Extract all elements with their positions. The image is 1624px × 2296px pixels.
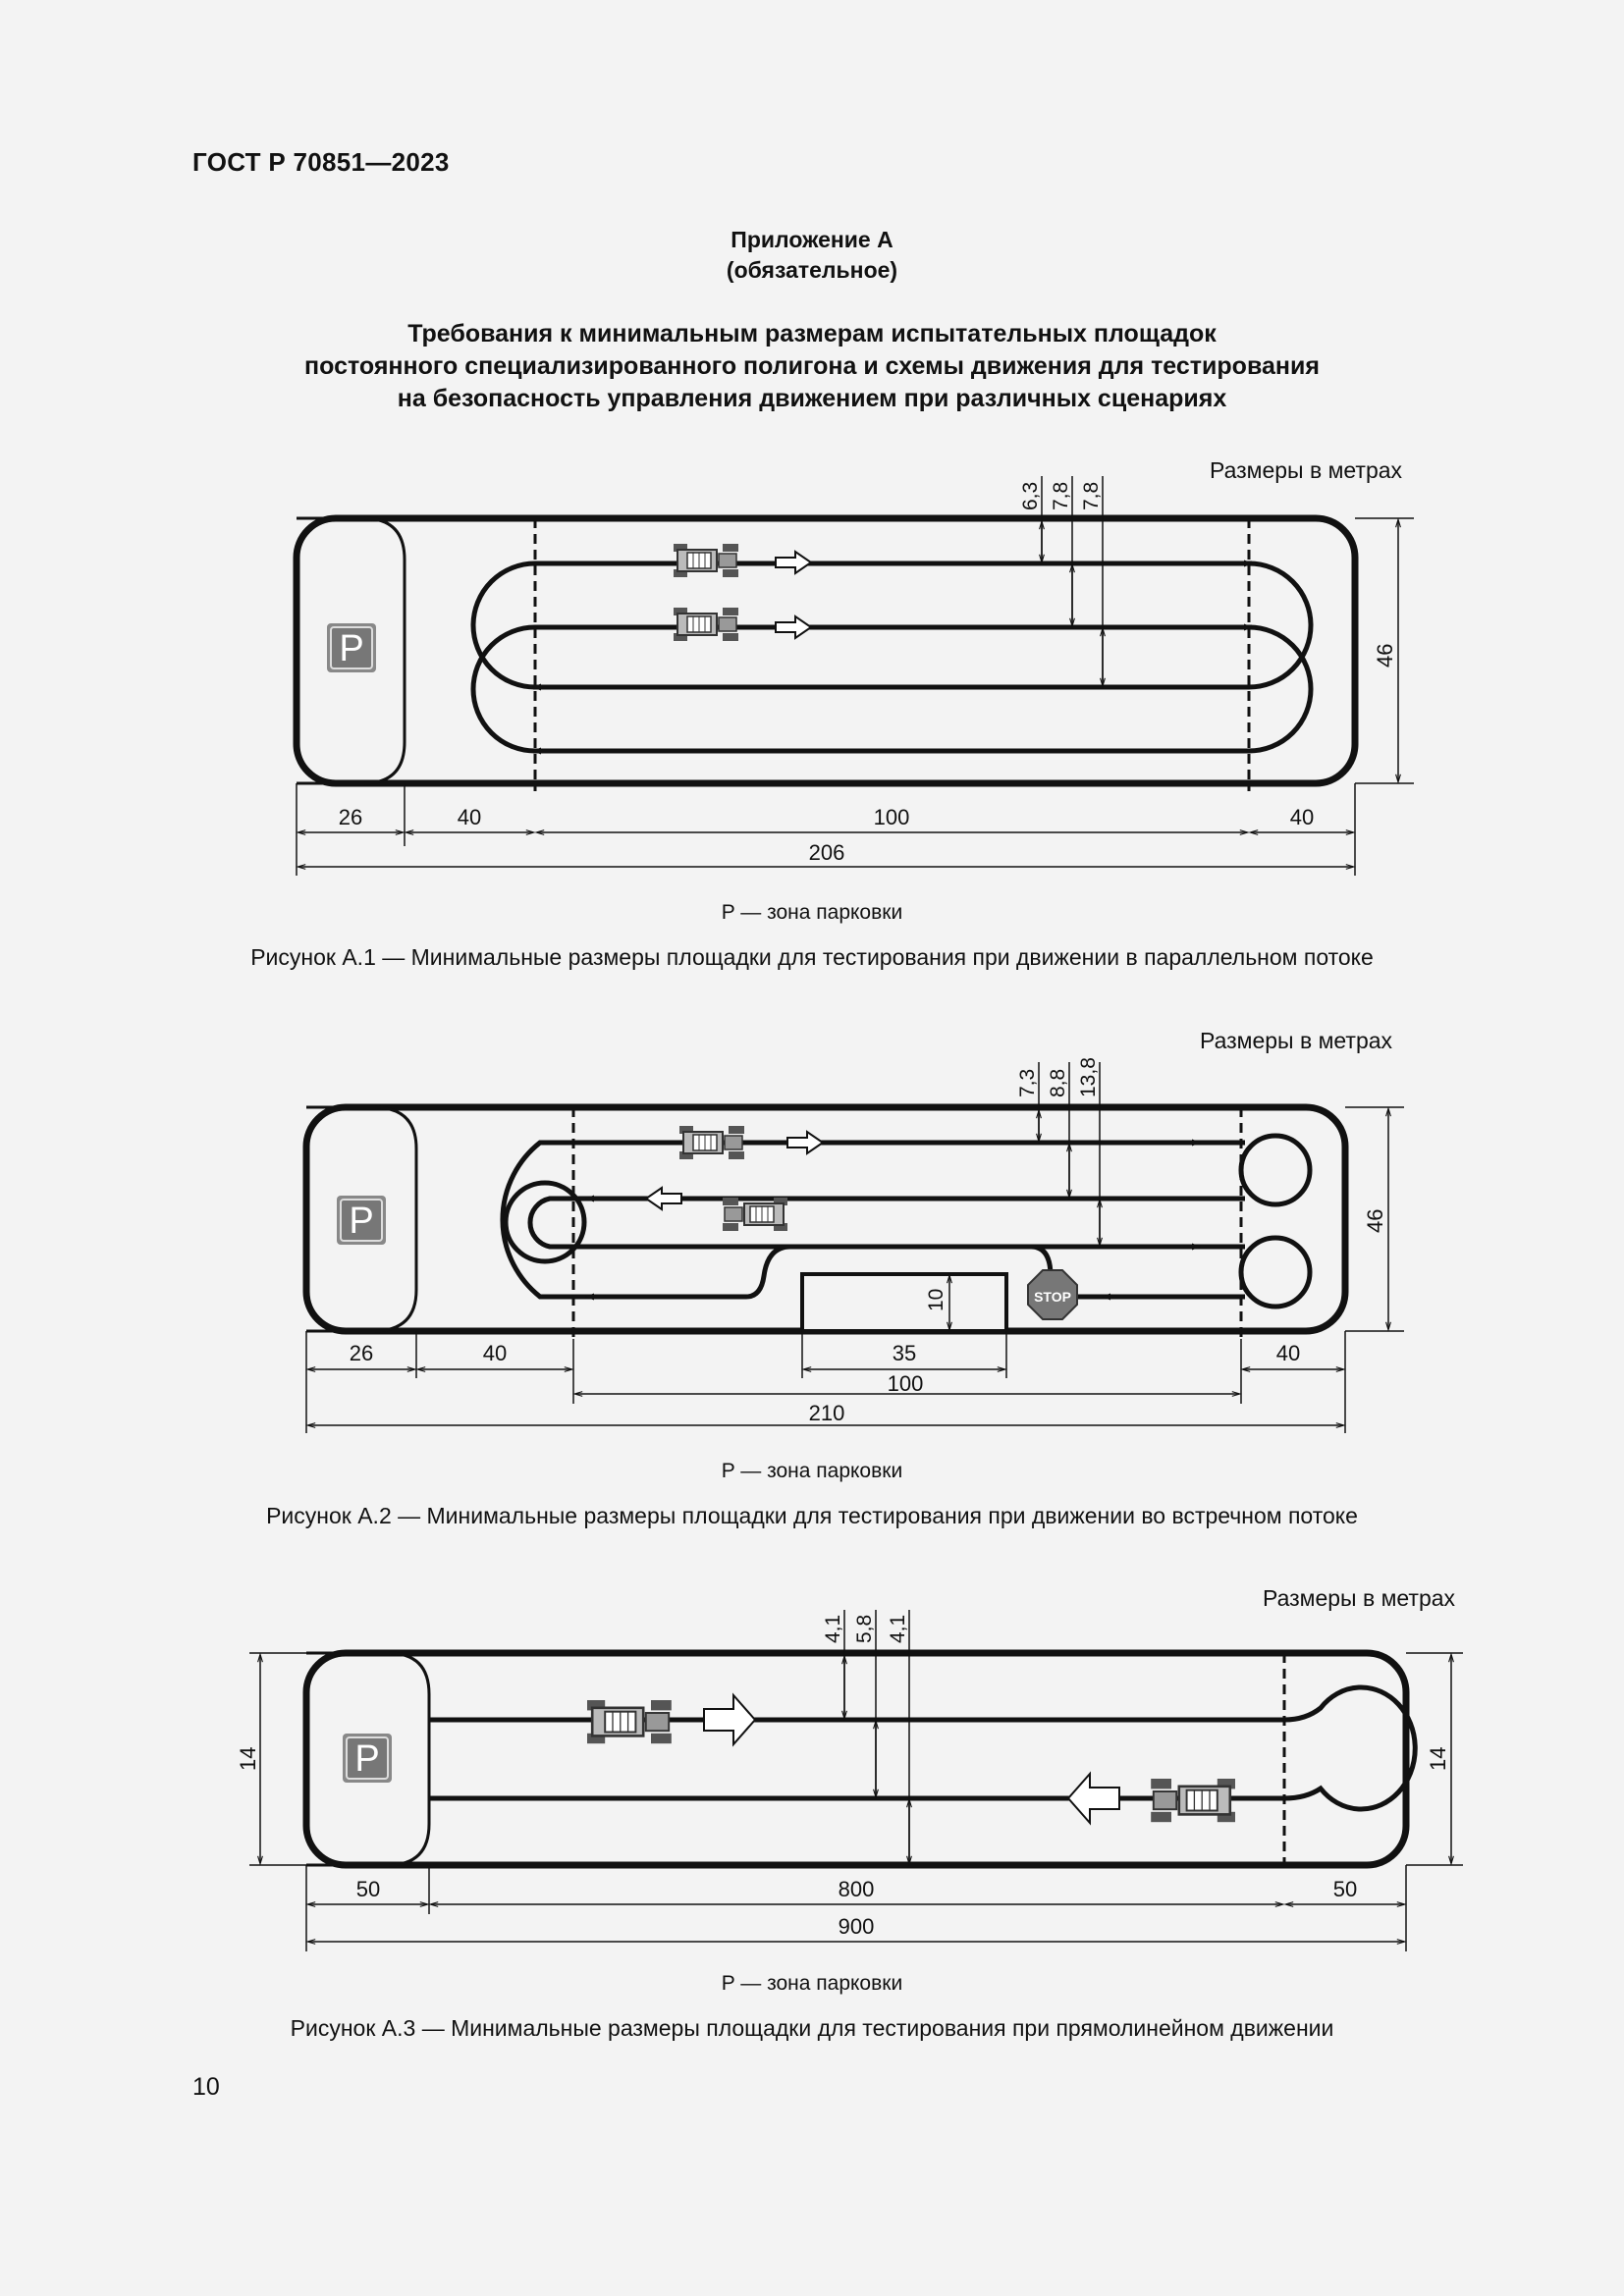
fig3-parking-letter: P [354, 1738, 380, 1780]
fig2-dim-turn-left: 40 [482, 1341, 508, 1365]
fig3-offset-1: 4,1 [822, 1614, 844, 1643]
appendix-status: (обязательное) [726, 257, 898, 283]
fig1-offset-1: 6,3 [1019, 481, 1042, 510]
fig1-height: 46 [1373, 643, 1397, 667]
fig3-dim-turn-right: 50 [1332, 1877, 1358, 1901]
fig3-dim-parking: 50 [355, 1877, 381, 1901]
fig3-offset-2: 5,8 [853, 1614, 876, 1643]
fig1-dim-parking: 26 [338, 805, 363, 829]
fig1-legend: P — зона парковки [721, 901, 903, 924]
fig2-dim-turn-right: 40 [1275, 1341, 1301, 1365]
fig1-parking-letter: P [339, 628, 364, 669]
section-title-line-1: Требования к минимальным размерам испытательных площадок [407, 320, 1217, 347]
page-number: 10 [192, 2073, 220, 2101]
fig1-dim-straight: 100 [873, 805, 910, 829]
fig2-car-1-direction [787, 1132, 823, 1153]
fig2-caption: Рисунок А.2 — Минимальные размеры площадки для тестирования при движении во встречном потоке [266, 1503, 1358, 1528]
fig1-car-2 [674, 608, 738, 641]
fig1-offset-3: 7,8 [1080, 481, 1103, 510]
section-title-line-2: постоянного специализированного полигона и схемы движения для тестирования [304, 352, 1320, 380]
figure-a2 [306, 1057, 1404, 1433]
units-label-fig1: Размеры в метрах [1210, 457, 1403, 483]
document-code: ГОСТ Р 70851—2023 [192, 147, 450, 177]
fig3-height-left: 14 [236, 1746, 260, 1771]
fig3-dim-straight: 800 [838, 1877, 875, 1901]
fig3-height-right: 14 [1426, 1746, 1450, 1771]
fig2-offset-2: 8,8 [1047, 1068, 1069, 1097]
fig1-caption: Рисунок А.1 — Минимальные размеры площадки для тестирования при движении в параллельном потоке [250, 944, 1374, 970]
fig2-dim-parking: 26 [349, 1341, 374, 1365]
fig1-dim-turn-right: 40 [1289, 805, 1315, 829]
fig2-dim-total: 210 [808, 1401, 845, 1425]
fig3-car-2-direction [1068, 1774, 1119, 1823]
units-label-fig2: Размеры в метрах [1200, 1028, 1393, 1053]
fig3-car-2 [1151, 1779, 1235, 1822]
fig3-dim-total: 900 [838, 1914, 875, 1939]
fig2-dim-obstacle: 35 [892, 1341, 917, 1365]
fig3-car-1-direction [704, 1695, 755, 1744]
fig1-car-2-direction [776, 616, 811, 638]
fig2-offset-3: 13,8 [1077, 1057, 1100, 1097]
fig3-offset-3: 4,1 [887, 1614, 909, 1643]
fig2-obstacle-height: 10 [925, 1288, 947, 1311]
fig3-lanes [429, 1687, 1415, 1809]
fig3-outline [306, 1653, 1406, 1865]
fig1-dim-total: 206 [808, 840, 845, 865]
units-label-fig3: Размеры в метрах [1263, 1585, 1456, 1611]
fig3-caption: Рисунок А.3 — Минимальные размеры площадки для тестирования при прямолинейном движении [290, 2015, 1334, 2041]
appendix-title: Приложение А [731, 227, 893, 252]
fig1-car-1 [674, 544, 738, 577]
fig1-outline [297, 518, 1355, 783]
fig2-car-1 [679, 1126, 744, 1159]
fig2-car-2 [723, 1198, 787, 1231]
fig2-offset-1: 7,3 [1016, 1068, 1039, 1097]
figure-a1 [297, 476, 1414, 876]
fig2-obstacle [802, 1274, 1006, 1331]
fig1-dim-turn-left: 40 [457, 805, 482, 829]
fig2-height: 46 [1363, 1208, 1387, 1233]
fig3-car-1 [587, 1700, 672, 1743]
fig3-legend: P — зона парковки [721, 1972, 903, 1995]
fig2-legend: P — зона парковки [721, 1460, 903, 1482]
fig2-parking-letter: P [349, 1201, 374, 1242]
fig2-car-2-direction [646, 1188, 681, 1209]
fig2-dim-straight: 100 [887, 1371, 924, 1396]
fig1-offset-2: 7,8 [1050, 481, 1072, 510]
figure-a3 [236, 1610, 1463, 1951]
fig1-car-1-direction [776, 552, 811, 573]
section-title-line-3: на безопасность управления движением при различных сценариях [397, 385, 1227, 412]
fig2-stop-text: STOP [1034, 1289, 1071, 1305]
